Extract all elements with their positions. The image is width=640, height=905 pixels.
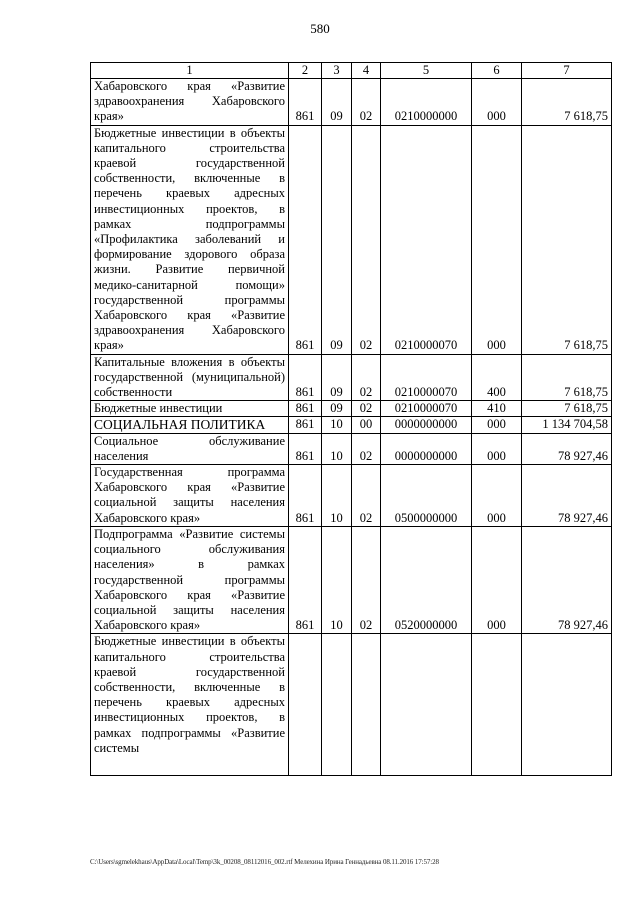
row-amount: 7 618,75 (522, 401, 612, 417)
row-grbs: 861 (289, 433, 322, 464)
row-pr: 00 (352, 417, 381, 433)
row-rz: 10 (322, 433, 352, 464)
table-row (91, 79, 612, 126)
row-amount: 7 618,75 (522, 79, 612, 126)
row-rz: 10 (322, 526, 352, 633)
table-row (91, 465, 612, 527)
header-cell-3: 3 (322, 63, 352, 79)
row-name: Подпрограмма «Развитие системы социального обслуживания населения» в рамках государственной программы Хабаровского края «Развитие социальной защиты населения Хабаровского края» (91, 526, 289, 633)
row-pr: 02 (352, 401, 381, 417)
table-row (91, 354, 612, 401)
header-cell-4: 4 (352, 63, 381, 79)
row-pr: 02 (352, 526, 381, 633)
row-amount: 78 927,46 (522, 526, 612, 633)
file-path-footer: C:\Users\sgmelekhaus\AppData\Local\Temp\3k_00208_08112016_002.rtf Мелехина Ирина Геннадьевна 08.11.2016 17:57:28 (90, 858, 439, 866)
row-pr: 02 (352, 125, 381, 354)
row-rz: 09 (322, 354, 352, 401)
row-csr: 0000000000 (381, 417, 472, 433)
row-vr: 000 (472, 465, 522, 527)
row-csr: 0210000070 (381, 125, 472, 354)
row-amount: 78 927,46 (522, 433, 612, 464)
row-vr: 000 (472, 433, 522, 464)
row-rz: 10 (322, 465, 352, 527)
row-name: Капитальные вложения в объекты государственной (муниципальной) собственности (91, 354, 289, 401)
row-vr: 410 (472, 401, 522, 417)
row-name: Бюджетные инвестиции в объекты капитального строительства краевой государственной собственности, включенные в перечень краевых адресных инвестиционных проектов, в рамках подпрограммы «Развитие системы (91, 634, 289, 776)
row-rz: 10 (322, 417, 352, 433)
row-name: Бюджетные инвестиции в объекты капитального строительства краевой государственной собственности, включенные в перечень краевых адресных инвестиционных проектов, в рамках подпрограммы «Профилактика заболеваний и формирование здорового образа жизни. Развитие первичной медико-санитарной помощи» государственной программы Хабаровского края «Развитие здравоохранения Хабаровского края» (91, 125, 289, 354)
table-row (91, 433, 612, 464)
header-cell-1: 1 (91, 63, 289, 79)
row-name: Государственная программа Хабаровского края «Развитие социальной защиты населения Хабаровского края» (91, 465, 289, 527)
row-pr: 02 (352, 354, 381, 401)
table-row (91, 526, 612, 633)
row-csr: 0210000070 (381, 401, 472, 417)
row-amount (522, 634, 612, 776)
row-csr: 0500000000 (381, 465, 472, 527)
header-cell-6: 6 (472, 63, 522, 79)
row-csr: 0000000000 (381, 433, 472, 464)
row-rz: 09 (322, 79, 352, 126)
row-rz: 09 (322, 125, 352, 354)
row-amount: 1 134 704,58 (522, 417, 612, 433)
row-grbs: 861 (289, 354, 322, 401)
row-pr: 02 (352, 79, 381, 126)
row-csr: 0210000000 (381, 79, 472, 126)
row-rz (322, 634, 352, 776)
row-vr: 000 (472, 417, 522, 433)
row-amount: 7 618,75 (522, 354, 612, 401)
row-grbs: 861 (289, 125, 322, 354)
row-grbs: 861 (289, 526, 322, 633)
row-pr (352, 634, 381, 776)
row-vr (472, 634, 522, 776)
row-amount: 78 927,46 (522, 465, 612, 527)
table-row-section (91, 417, 612, 433)
table-row-continued (91, 634, 612, 776)
row-csr (381, 634, 472, 776)
row-name: Хабаровского края «Развитие здравоохранения Хабаровского края» (91, 79, 289, 126)
row-grbs: 861 (289, 401, 322, 417)
row-rz: 09 (322, 401, 352, 417)
budget-table (90, 62, 612, 776)
row-grbs: 861 (289, 79, 322, 126)
row-amount: 7 618,75 (522, 125, 612, 354)
row-name: СОЦИАЛЬНАЯ ПОЛИТИКА (91, 417, 289, 433)
row-csr: 0210000070 (381, 354, 472, 401)
header-row (91, 63, 612, 79)
row-name: Социальное обслуживание населения (91, 433, 289, 464)
table-row (91, 401, 612, 417)
row-name: Бюджетные инвестиции (91, 401, 289, 417)
header-cell-5: 5 (381, 63, 472, 79)
page-number: 580 (310, 21, 330, 36)
row-vr: 000 (472, 125, 522, 354)
row-grbs: 861 (289, 417, 322, 433)
row-pr: 02 (352, 433, 381, 464)
row-vr: 000 (472, 79, 522, 126)
header-cell-2: 2 (289, 63, 322, 79)
row-vr: 400 (472, 354, 522, 401)
row-vr: 000 (472, 526, 522, 633)
header-cell-7: 7 (522, 63, 612, 79)
table-row (91, 125, 612, 354)
row-csr: 0520000000 (381, 526, 472, 633)
row-pr: 02 (352, 465, 381, 527)
row-grbs (289, 634, 322, 776)
row-grbs: 861 (289, 465, 322, 527)
